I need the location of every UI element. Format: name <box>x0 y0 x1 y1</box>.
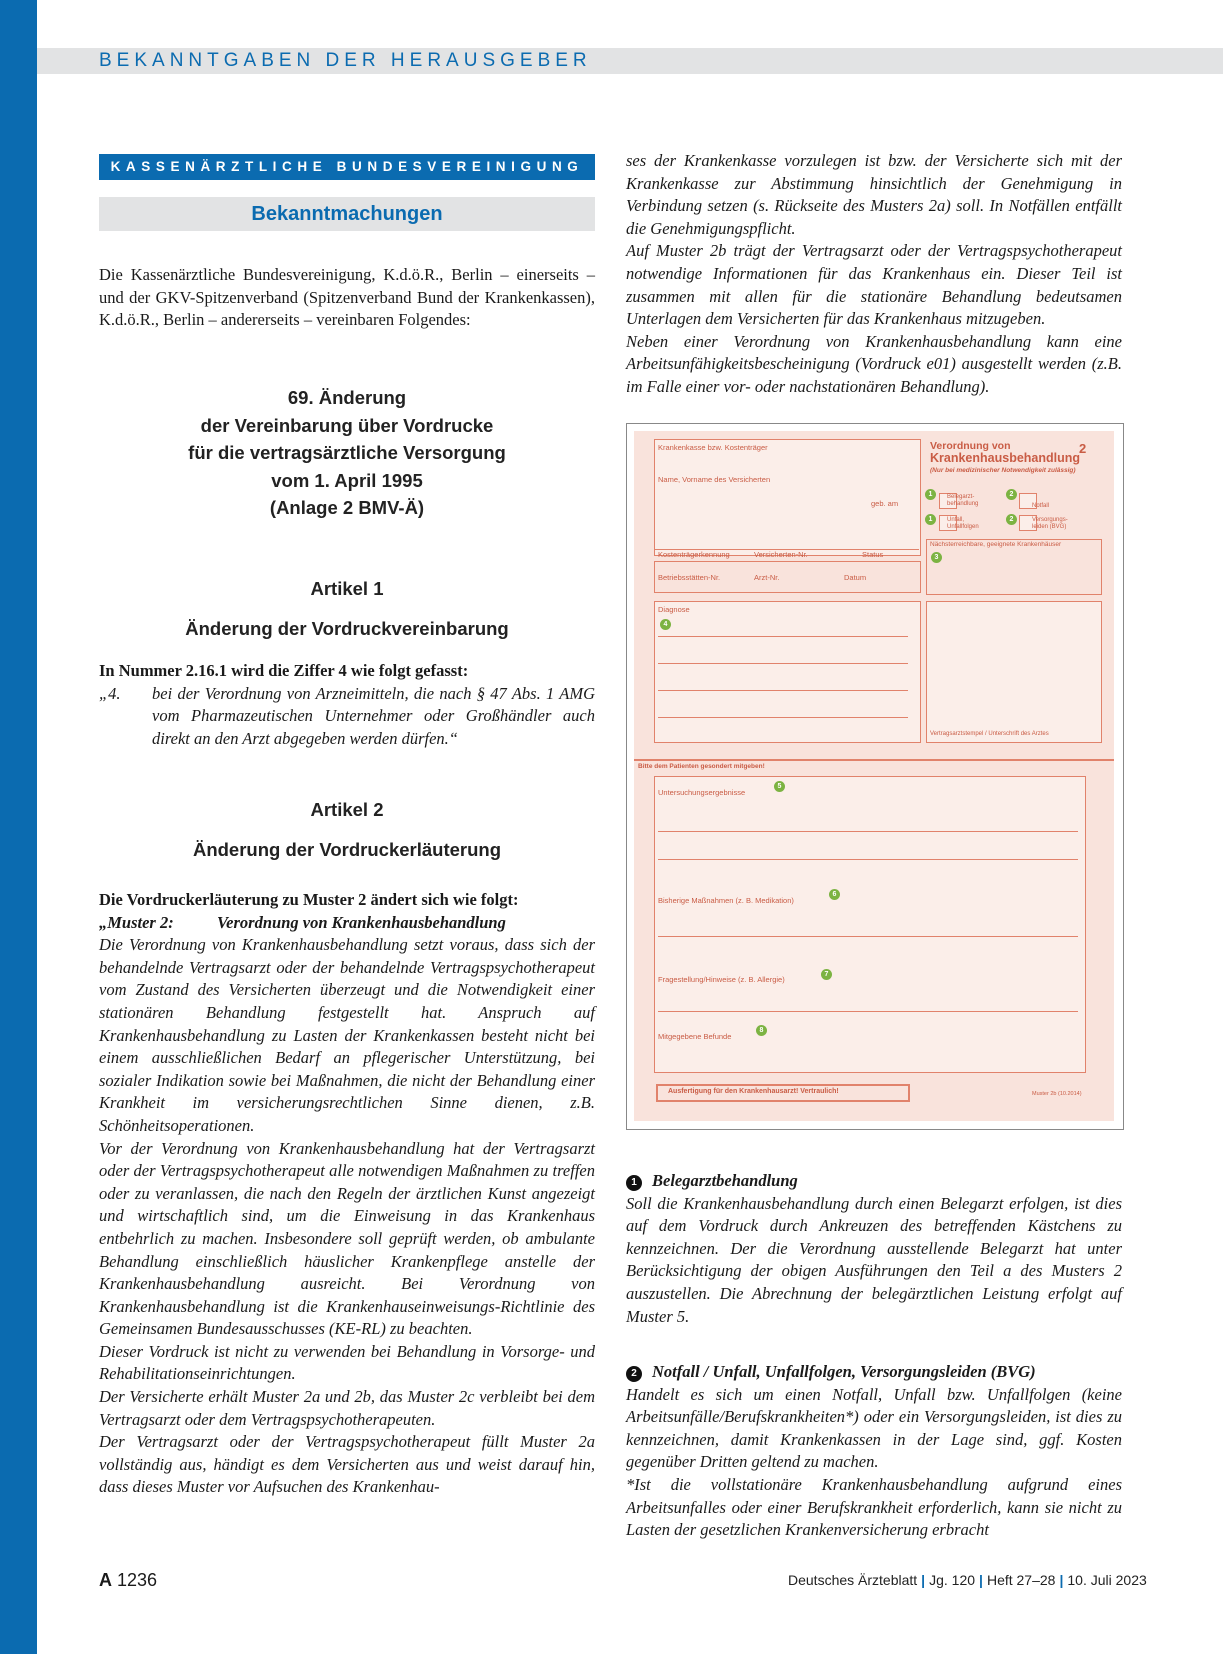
label-versicherten-nr: Versicherten-Nr. <box>754 550 808 559</box>
form-number: 2 <box>1079 441 1087 456</box>
form-line <box>658 717 908 718</box>
note-text: Handelt es sich um einen Notfall, Unfall bzw. Unfallfolgen (keine Arbeitsunfälle/Berufskrankheiten*) oder ein Versorgungsleiden, ist dies zu kennzeichnen, damit Krankenkassen in der Lage sind, ggf. Kosten gegenüber Dritten geltend zu machen. <box>626 1384 1122 1472</box>
journal-date: 10. Juli 2023 <box>1067 1572 1147 1588</box>
label-name: Name, Vorname des Versicherten <box>658 475 771 484</box>
item-text: bei der Verordnung von Arzneimitteln, die nach § 47 Abs. 1 AMG vom Pharmazeutischen Unternehmer oder Großhändler auch direkt an den Arzt abgegeben werden dürfen.“ <box>152 683 595 748</box>
badge-8: 8 <box>756 1025 767 1036</box>
label-bitte: Bitte dem Patienten gesondert mitgeben! <box>638 763 765 770</box>
badge-1b: 1 <box>925 514 936 525</box>
label-status: Status <box>862 550 884 559</box>
form-line <box>658 831 1078 832</box>
label-betriebsstaetten: Betriebsstätten-Nr. <box>658 573 721 582</box>
badge-3: 3 <box>931 552 942 563</box>
note-2-title <box>626 1361 1122 1384</box>
article-subtitle: Änderung der Vordruckerläuterung <box>192 838 502 860</box>
page-prefix: A <box>99 1570 112 1590</box>
page-value: 1236 <box>117 1570 158 1590</box>
form-title-line: Verordnung von <box>930 440 1011 452</box>
label-kostentraeger: Kostenträgerkennung <box>658 550 730 559</box>
article-1-lead: In Nummer 2.16.1 wird die Ziffer 4 wie folgt gefasst: <box>99 661 469 680</box>
form-muster-2 <box>634 431 1114 1121</box>
journal-name: Deutsches Ärzteblatt <box>788 1572 918 1588</box>
amendment-heading <box>99 384 595 522</box>
intro-text: Die Kassenärztliche Bundesvereinigung, K.d.ö.R., Berlin – einerseits – und der GKV-Spitzenverband (Spitzenverband Bund der Krankenkassen), K.d.ö.R., Berlin – andererseits – vereinbaren Folgendes: <box>99 265 595 330</box>
note-footnote: *Ist die vollstationäre Krankenhausbehandlung aufgrund eines Arbeitsunfalles oder einer Berufskrankheit erforderlich, kann sie nicht zu Lasten der gesetzlichen Krankenversicherung erbracht <box>626 1474 1122 1540</box>
article-2-body <box>99 889 595 1499</box>
form-subtitle: (Nur bei medizinischer Notwendigkeit zulässig) <box>930 467 1076 474</box>
badge-7: 7 <box>821 969 832 980</box>
note-1 <box>626 1170 1122 1328</box>
separator: | <box>921 1572 926 1588</box>
label-geb: geb. am <box>871 499 899 508</box>
info-box <box>654 776 1086 1073</box>
page-number <box>99 1570 157 1591</box>
label-unfall: Unfall, Unfallfolgen <box>947 517 979 530</box>
paragraph: Die Verordnung von Krankenhausbehandlung setzt voraus, dass sich der behandelnde Vertragsarzt oder der behandelnde Vertragspsychotherapeut vom Zustand des Versicherten überzeugt und die Notwendigkeit einer stationären Behandlung festgestellt hat. Anspruch auf Krankenhausbehandlung zu Lasten der Krankenkassen besteht nicht bei einem ausschließlichen Bedarf an pflegerischer Unterstützung, bei sozialer Indikation sowie bei Maßnahmen, die nicht der Behandlung einer Krankheit im versicherungsrechtlichen Sinne dienen, z.B. Schönheitsoperationen. <box>99 935 595 1135</box>
intro-paragraph <box>99 264 595 332</box>
label-untersuchung: Untersuchungsergebnisse <box>658 788 746 797</box>
form-figure <box>626 423 1124 1130</box>
note-title: Notfall / Unfall, Unfallfolgen, Versorgungsleiden (BVG) <box>652 1362 1036 1381</box>
label-befunde: Mitgegebene Befunde <box>658 1032 732 1041</box>
form-title-line: Krankenhausbehandlung <box>930 451 1081 465</box>
label-belegarzt: Belegarzt-behandlung <box>947 494 979 507</box>
announcement-title: Bekanntmachungen <box>99 197 595 231</box>
form-line <box>658 663 908 664</box>
label-datum: Datum <box>844 573 867 582</box>
paragraph: Dieser Vordruck ist nicht zu verwenden bei Behandlung in Vorsorge- und Rehabilitationseinrichtungen. <box>99 1341 595 1384</box>
paragraph: ses der Krankenkasse vorzulegen ist bzw. der Versicherte sich mit der Krankenkasse zur Abstimmung hinsichtlich der Genehmigung in Verbindung setzen (s. Rückseite des Musters 2a) soll. In Notfällen entfällt die Genehmigungspflicht. <box>626 151 1122 238</box>
article-1-body <box>99 660 595 750</box>
journal-issue: Heft 27–28 <box>986 1572 1056 1588</box>
note-text: Soll die Krankenhausbehandlung durch einen Belegarzt erfolgen, ist dies auf dem Vordruck durch Ankreuzen des betreffenden Kästchens zu kennzeichnen. Der die Verordnung ausstellende Belegarzt hat unter Berücksichtigung der obigen Ausführungen den Teil a des Musters 2 auszustellen. Die Abrechnung der belegärztlichen Leistung erfolgt auf Muster 5. <box>626 1193 1122 1326</box>
label-stempel: Vertragsarztstempel / Unterschrift des Arztes <box>930 731 1049 737</box>
label-ausfertigung: Ausfertigung für den Krankenhausarzt! Vertraulich! <box>668 1088 839 1095</box>
journal-footer <box>788 1572 1147 1588</box>
label-versorgungsleiden: Versorgungs-leiden (BVG) <box>1032 517 1068 530</box>
heading-line: der Vereinbarung über Vordrucke <box>200 414 494 436</box>
article-title: Artikel 2 <box>310 799 384 820</box>
label-arzt-nr: Arzt-Nr. <box>754 573 780 582</box>
patient-box <box>654 439 921 556</box>
muster-heading <box>99 912 595 935</box>
note-1-title <box>626 1170 1122 1193</box>
heading-line: (Anlage 2 BMV-Ä) <box>269 497 425 518</box>
form-line <box>658 636 908 637</box>
muster-number: „Muster 2: <box>99 912 174 932</box>
paragraph: Der Vertragsarzt oder der Vertragspsychotherapeut füllt Muster 2a vollständig aus, händigt es dem Versicherten aus und weist darauf hin, dass dieses Muster vor Aufsuchen des Krankenhau- <box>99 1432 595 1497</box>
note-title: Belegarztbehandlung <box>652 1171 798 1190</box>
stamp-box <box>926 601 1102 743</box>
label-diagnose: Diagnose <box>658 605 690 614</box>
badge-6: 6 <box>829 889 840 900</box>
badge-1: 1 <box>925 489 936 500</box>
badge-4: 4 <box>660 619 671 630</box>
heading-line: für die vertragsärztliche Versorgung <box>188 442 506 463</box>
right-column-text <box>626 150 1122 399</box>
left-color-bar <box>0 0 37 1654</box>
article-subtitle: Änderung der Vordruckvereinbarung <box>185 617 509 639</box>
badge-2b: 2 <box>1006 514 1017 525</box>
form-line <box>658 936 1078 937</box>
item-number: „4. <box>99 683 121 703</box>
label-notfall: Notfall <box>1032 503 1050 509</box>
article-2-lead: Die Vordruckerläuterung zu Muster 2 ändert sich wie folgt: <box>99 890 519 909</box>
note-number-icon: 2 <box>626 1366 642 1382</box>
article-1-item <box>99 683 595 751</box>
paragraph: Vor der Verordnung von Krankenhausbehandlung hat der Vertragsarzt oder der Vertragspsychotherapeut alle notwendigen Maßnahmen zu treffen oder zu veranlassen, die nach den Regeln der ärztlichen Kunst angezeigt und wirtschaftlich sind, um die Einweisung in das Krankenhaus entbehrlich zu machen. Insbesondere soll geprüft werden, ob ambulante Behandlung einschließlich häuslicher Krankenpflege anstelle der Krankenhausbehandlung ausreicht. Bei Verordnung von Krankenhausbehandlung ist die Krankenhauseinweisungs-Richtlinie des Gemeinsamen Bundesausschusses (KE-RL) zu beachten. <box>99 1138 595 1339</box>
form-line <box>658 690 908 691</box>
org-banner: KASSENÄRZTLICHE BUNDESVEREINIGUNG <box>99 154 595 180</box>
label-fragestellung: Fragestellung/Hinweise (z. B. Allergie) <box>658 975 785 984</box>
journal-volume: Jg. 120 <box>929 1572 976 1588</box>
heading-line: 69. Änderung <box>287 387 407 408</box>
paragraph: Neben einer Verordnung von Krankenhausbehandlung kann eine Arbeitsunfähigkeitsbescheinigung (Vordruck e01) ausgestellt werden (z.B. im Falle einer vor- oder nachstationären Behandlung). <box>626 331 1122 396</box>
article-1-heading <box>99 575 595 642</box>
note-number-icon: 1 <box>626 1175 642 1191</box>
label-massnahmen: Bisherige Maßnahmen (z. B. Medikation) <box>658 896 794 905</box>
separator: | <box>1059 1572 1064 1588</box>
label-muster: Muster 2b (10.2014) <box>1032 1091 1082 1097</box>
label-kasse: Krankenkasse bzw. Kostenträger <box>658 443 768 452</box>
label-naechst: Nächsterreichbare, geeignete Krankenhäuser <box>930 541 1062 548</box>
heading-line: vom 1. April 1995 <box>271 469 423 491</box>
note-2 <box>626 1361 1122 1542</box>
form-line <box>658 859 1078 860</box>
separator: | <box>979 1572 983 1588</box>
muster-title: Verordnung von Krankenhausbehandlung <box>217 912 506 932</box>
badge-5: 5 <box>774 781 785 792</box>
perforation-line <box>634 759 1114 761</box>
badge-2: 2 <box>1006 489 1017 500</box>
paragraph: Auf Muster 2b trägt der Vertragsarzt oder der Vertragspsychotherapeut notwendige Informationen für das Krankenhaus ein. Dieser Teil ist zusammen mit allen für die stationäre Behandlung bedeutsamen Unterlagen dem Versicherten für das Krankenhaus mitzugeben. <box>626 241 1122 329</box>
paragraph: Der Versicherte erhält Muster 2a und 2b, das Muster 2c verbleibt bei dem Vertragsarzt oder dem Vertragspsychotherapeuten. <box>99 1387 595 1429</box>
form-title <box>930 441 1080 465</box>
article-title: Artikel 1 <box>310 578 384 599</box>
diagnosis-box <box>654 601 921 743</box>
article-2-heading <box>99 796 595 863</box>
form-line <box>658 1011 1078 1012</box>
section-header: BEKANNTGABEN DER HERAUSGEBER <box>99 50 592 71</box>
